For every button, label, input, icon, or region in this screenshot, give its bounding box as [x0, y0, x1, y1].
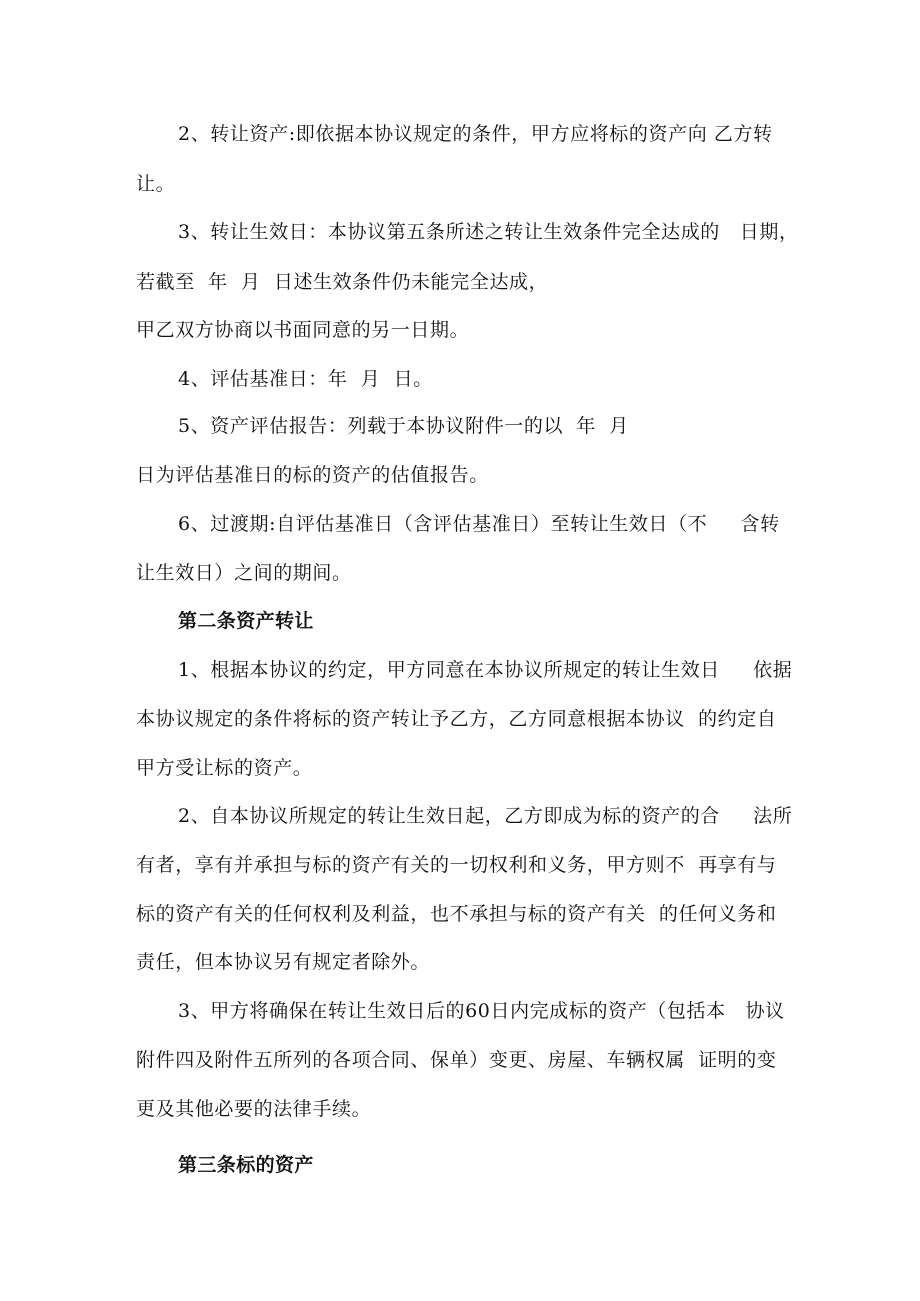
- def-transfer-asset-line-1: 2、转让资产:即依据本协议规定的条件，甲方应将标的资产向 乙方转: [178, 123, 773, 145]
- art2-clause2-line-4: 责任，但本协议另有规定者除外。: [136, 951, 431, 973]
- art2-clause3-line-2: 附件四及附件五所列的各项合同、保单）变更、房屋、车辆权属 证明的变: [136, 1049, 777, 1071]
- def-valuation-report-line-2: 日为评估基准日的标的资产的估值报告。: [136, 464, 489, 486]
- def-effective-date-line-1: 3、转让生效日：本协议第五条所述之转让生效条件完全达成的 日期，: [178, 221, 799, 243]
- article-3-heading: 第三条标的资产: [178, 1154, 314, 1176]
- art2-clause1-line-1: 1、根据本协议的约定，甲方同意在本协议所规定的转让生效日 依据: [178, 659, 793, 681]
- art2-clause2-line-2: 有者，享有并承担与标的资产有关的一切权利和义务，甲方则不 再享有与: [136, 854, 777, 876]
- art2-clause2-line-3: 标的资产有关的任何权利及利益，也不承担与标的资产有关 的任何义务和: [136, 903, 777, 925]
- art2-clause3-line-3: 更及其他必要的法律手续。: [136, 1098, 372, 1120]
- article-2-heading: 第二条资产转让: [178, 610, 314, 632]
- art2-clause2-line-1: 2、自本协议所规定的转让生效日起，乙方即成为标的资产的合 法所: [178, 805, 793, 827]
- art2-clause1-line-3: 甲方受让标的资产。: [136, 757, 313, 779]
- def-effective-date-line-3: 甲乙双方协商以书面同意的另一日期。: [136, 319, 470, 341]
- art2-clause1-line-2: 本协议规定的条件将标的资产转让予乙方，乙方同意根据本协议 的约定自: [136, 708, 777, 730]
- def-effective-date-line-2: 若截至 年 月 日述生效条件仍未能完全达成，: [136, 271, 549, 293]
- def-transfer-asset-line-2: 让。: [136, 173, 176, 195]
- def-transition-period-line-1: 6、过渡期:自评估基准日（含评估基准日）至转让生效日（不 含转: [178, 513, 780, 535]
- art2-clause3-line-1: 3、甲方将确保在转让生效日后的60日内完成标的资产（包括本 协议: [178, 1000, 785, 1022]
- def-transition-period-line-2: 让生效日）之间的期间。: [136, 562, 352, 584]
- def-valuation-date-line: 4、评估基准日：年 月 日。: [178, 368, 433, 390]
- def-valuation-report-line-1: 5、资产评估报告：列载于本协议附件一的以 年 月: [178, 415, 629, 437]
